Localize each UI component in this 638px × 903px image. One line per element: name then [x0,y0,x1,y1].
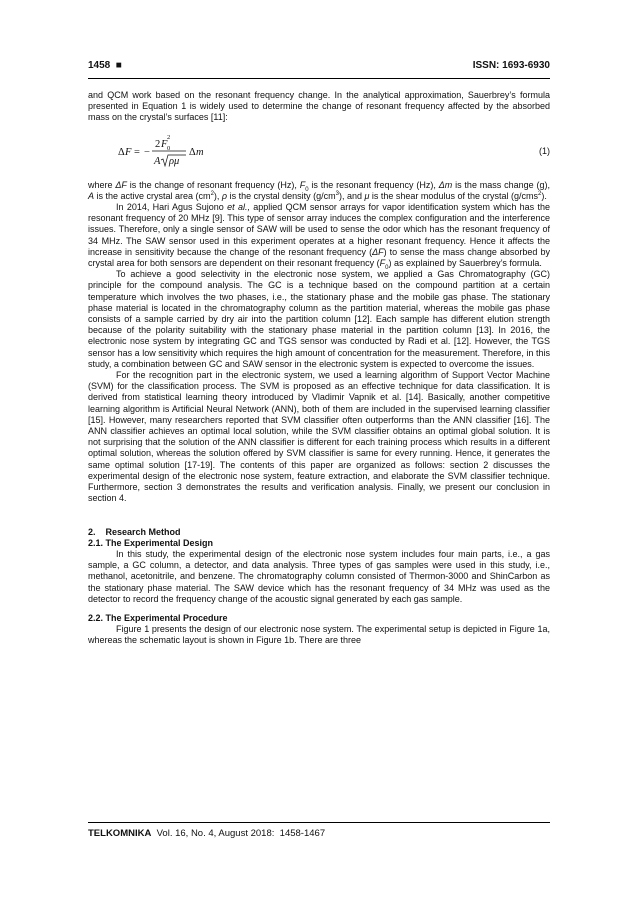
svg-text:Δ: Δ [118,146,125,158]
svg-text:2: 2 [167,133,171,141]
section-2-2-text: Figure 1 presents the design of our electronic nose system. The experimental setup is depicted in Figure 1a, whereas the schematic layout is shown in Figure 1b. There are three [88,624,550,646]
svg-text:Δ: Δ [189,146,196,158]
svg-text:F: F [161,138,168,150]
footer-journal: TELKOMNIKA [88,828,152,839]
sauerbrey-equation [88,130,550,176]
svg-text:−: − [144,146,150,158]
equation-number: (1) [539,145,550,156]
section-2-1-text: In this study, the experimental design of the electronic nose system includes four main parts, i.e., a gas sample, a GC column, a detector, and data analysis. Three types of gas samples were used in this study, i.e., methanol, acetonitrile, and benzene. The chromatography column consisted of Thermon-3000 and ShinCarbon as the stationary phase material. The SAW device which has the resonant frequency of 34 MHz was used as the detector to record the frequency change of the acoustic signal generated by each gas sample. [88,548,550,604]
gc-paragraph: To achieve a good selectivity in the electronic nose system, we applied a Gas Chromatography (GC) principle for the compound analysis. The GC is a technique based on the compound partition at a certain temperature which involves the two phases, i.e., the stationary phase and the mobile gas phase. The stationary phase material is located in the chromatography column as the partition material, whereas the mobile gas phase consists of a sample carried by dry air into the partition column [12]. Each sample has different elution strength because of the polarity suitability with the stationary phase material in the partition column [13]. In 2016, the electronic nose system by integrating GC and TGS sensor was conducted by Radi et al. [12]. However, the TGS sensor has a low sensitivity which requires the high amount of concentration for the measurement. Therefore, in this study, a combination between GC and SAW sensor in the electronic system is expected to overcome the issues. [88,269,550,369]
sujono-paragraph: In 2014, Hari Agus Sujono et al., applied QCM sensor arrays for vapor identification system which has the resonant frequency of 20 MHz [9]. This type of sensor array induces the complex configuration and the interference issues. Therefore, only a single sensor of SAW will be used to sense the odor which has the resonant frequency of 34 MHz. The SAW sensor used in this experiment operates at a higher resonant frequency. Hence it affects the increase in sensitivity because the change of the resonant frequency (ΔF) to sense the mass change absorbed by crystal area for both sensors are dependent on their resonant frequency $(F_0)$ as explained by Sauerbrey’s formula. [88,202,550,271]
paper-body [88,90,550,647]
svg-text:ρμ: ρμ [169,155,180,167]
header-rule [88,78,550,79]
section-2-1-title: 2.1. The Experimental Design [88,537,214,548]
page-footer [88,828,325,839]
svg-text:A: A [154,155,161,167]
header-issn: ISSN: 1693-6930 [472,60,550,71]
svg-text:2: 2 [155,138,161,150]
svm-paragraph: For the recognition part in the electronic system, we used a learning algorithm of Support Vector Machine (SVM) for the classification process. The SVM is proposed as an effective technique for data classification. It is derived from statistical learning theory introduced by Vladimir Vapnik et al. [14]. Basically, another competitive learning algorithm is Artificial Neural Network (ANN), both of them are included in the supervised learning classifier [15]. However, many researchers reported that SVM classifier often outperforms than the ANN classifier [16]. The ANN classifier achieves an optimal local solution, while the SVM classifier obtains an optimal global solution. It is not surprising that the solution of the ANN classifier is different for each training process which results in a different optimal solution, whereas the solution offered by SVM classifier is same for every running. Hence, it generates the same optimal solution [17-19]. The contents of this paper are organized as follows: section 2 discusses the experimental design of the electronic nose system, feature extraction, and elaborate the SVM classifier technique. Furthermore, section 3 demonstrates the results and verification analysis. Finally, we present our conclusion in section 4. [88,370,550,504]
header-page-number: 1458 ■ [88,60,122,71]
svg-text:m: m [196,146,204,158]
section-2-title: 2. Research Method [88,526,181,537]
svg-text:0: 0 [167,144,171,152]
footer-citation: Vol. 16, No. 4, August 2018: 1458-1467 [151,828,326,839]
equation-formula [118,130,258,176]
footer-rule [88,822,550,823]
svg-text:F: F [125,146,132,158]
where-paragraph: where ΔF is the change of resonant frequency (Hz), $F_0$ is the resonant frequency (Hz), Δm is the mass change (g), A is the active crystal area $(cm^2)$, ρ is the crystal density $(g/cm^3)$, and μ is the shear modulus of the crystal (g/cms$^2$). [88,179,551,201]
svg-text:=: = [134,146,140,158]
square-bullet-icon: ■ [113,60,122,71]
intro-paragraph: and QCM work based on the resonant frequency change. In the analytical approximation, Sauerbrey’s formula presented in Equation 1 is widely used to determine the change of resonant frequency affected by the absorbed mass on the crystal’s surfaces [11]: [88,90,550,123]
section-2-2-title: 2.2. The Experimental Procedure [88,612,228,623]
